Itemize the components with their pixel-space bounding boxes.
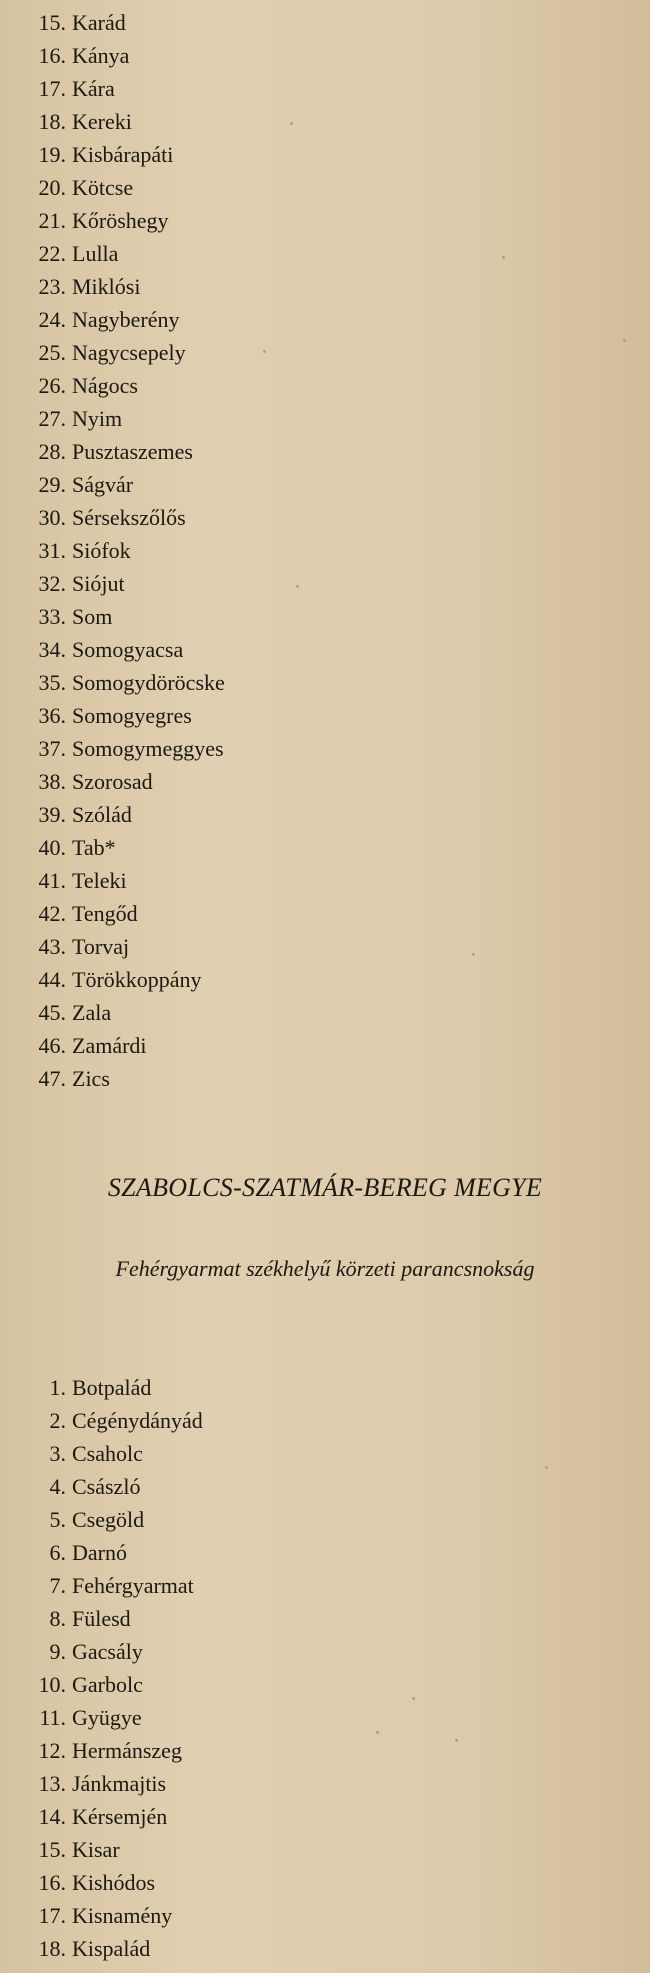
settlement-name: Teleki [72,868,127,893]
settlement-name: Somogydöröcske [72,670,225,695]
list-item [0,1503,650,1536]
item-number: 8. [49,1606,66,1631]
list-item [0,1800,650,1833]
list-item [0,600,650,633]
item-number: 42. [38,901,66,926]
item-number: 16. [38,43,66,68]
paper-speck [545,1466,548,1469]
item-number: 4. [49,1474,66,1499]
item-number: 43. [38,934,66,959]
list-item [0,1371,650,1404]
paper-speck [296,585,299,588]
item-number: 28. [38,439,66,464]
list-item [0,633,650,666]
paper-speck [412,1697,415,1700]
settlement-name: Miklósi [72,274,141,299]
list-item [0,930,650,963]
item-number: 37. [38,736,66,761]
item-number: 19. [38,142,66,167]
settlement-name: Kispalád [72,1936,151,1961]
list-item [0,1470,650,1503]
settlement-name: Kérsemjén [72,1804,168,1829]
item-number: 47. [38,1066,66,1091]
item-number: 44. [38,967,66,992]
settlement-name: Zala [72,1000,112,1025]
settlement-name: Császló [72,1474,141,1499]
settlement-name: Kötcse [72,175,134,200]
settlement-name: Somogyegres [72,703,192,728]
item-number: 36. [38,703,66,728]
settlement-name: Pusztaszemes [72,439,193,464]
item-number: 40. [38,835,66,860]
item-number: 21. [38,208,66,233]
item-number: 29. [38,472,66,497]
list-item [0,1437,650,1470]
settlement-name: Szólád [72,802,132,827]
settlement-name: Csegöld [72,1507,145,1532]
settlement-list-fehergyarmat [0,1371,650,1965]
item-number: 38. [38,769,66,794]
settlement-name: Jánkmajtis [72,1771,167,1796]
list-item [0,567,650,600]
item-number: 46. [38,1033,66,1058]
paper-speck [472,953,475,956]
list-item [0,666,650,699]
settlement-name: Darnó [72,1540,127,1565]
settlement-name: Nágocs [72,373,138,398]
list-item [0,765,650,798]
item-number: 34. [38,637,66,662]
item-number: 13. [38,1771,66,1796]
item-number: 24. [38,307,66,332]
list-item [0,1734,650,1767]
list-item [0,303,650,336]
list-item [0,336,650,369]
settlement-name: Fülesd [72,1606,131,1631]
settlement-name: Kisnamény [72,1903,173,1928]
item-number: 14. [38,1804,66,1829]
item-number: 12. [38,1738,66,1763]
item-number: 9. [49,1639,66,1664]
paper-speck [455,1739,458,1742]
item-number: 32. [38,571,66,596]
list-item [0,699,650,732]
list-item [0,171,650,204]
list-item [0,1833,650,1866]
item-number: 30. [38,505,66,530]
list-item [0,369,650,402]
settlement-name: Törökkoppány [72,967,202,992]
settlement-name: Garbolc [72,1672,143,1697]
list-item [0,1668,650,1701]
item-number: 25. [38,340,66,365]
list-item [0,1866,650,1899]
settlement-name: Tab* [72,835,116,860]
settlement-name: Kisar [72,1837,120,1862]
settlement-name: Kisbárapáti [72,142,174,167]
county-heading: SZABOLCS-SZATMÁR-BEREG MEGYE [107,1173,543,1202]
list-item [0,1932,650,1965]
item-number: 6. [49,1540,66,1565]
item-number: 2. [49,1408,66,1433]
list-item [0,831,650,864]
item-number: 17. [38,1903,66,1928]
settlement-name: Nyim [72,406,123,431]
settlement-name: Siójut [72,571,125,596]
settlement-name: Kereki [72,109,132,134]
settlement-name: Torvaj [72,934,130,959]
settlement-name: Sérsekszőlős [72,505,186,530]
item-number: 16. [38,1870,66,1895]
list-item [0,1635,650,1668]
settlement-name: Zics [72,1066,110,1091]
settlement-name: Somogymeggyes [72,736,224,761]
paper-speck [263,350,266,353]
item-number: 18. [38,109,66,134]
list-item [0,204,650,237]
list-item [0,1569,650,1602]
item-number: 33. [38,604,66,629]
item-number: 15. [38,10,66,35]
list-item [0,435,650,468]
item-number: 23. [38,274,66,299]
list-item [0,1029,650,1062]
settlement-name: Kánya [72,43,130,68]
paper-speck [502,256,505,259]
settlement-name: Kőröshegy [72,208,169,233]
list-item [0,798,650,831]
item-number: 27. [38,406,66,431]
settlement-name: Cégénydányád [72,1408,203,1433]
settlement-name: Karád [72,10,126,35]
settlement-name: Lulla [72,241,119,266]
item-number: 7. [49,1573,66,1598]
item-number: 1. [49,1375,66,1400]
settlement-name: Ságvár [72,472,134,497]
list-item [0,1899,650,1932]
item-number: 26. [38,373,66,398]
settlement-name: Nagycsepely [72,340,186,365]
item-number: 10. [38,1672,66,1697]
list-item [0,534,650,567]
item-number: 15. [38,1837,66,1862]
item-number: 22. [38,241,66,266]
settlement-name: Siófok [72,538,131,563]
list-item [0,732,650,765]
list-item [0,72,650,105]
list-item [0,1602,650,1635]
settlement-name: Som [72,604,113,629]
item-number: 41. [38,868,66,893]
settlement-name: Kára [72,76,115,101]
list-item [0,39,650,72]
district-heading: Fehérgyarmat székhelyű körzeti parancsnokság [115,1256,535,1281]
list-item [0,897,650,930]
item-number: 17. [38,76,66,101]
settlement-name: Szorosad [72,769,153,794]
list-item [0,402,650,435]
settlement-name: Kishódos [72,1870,156,1895]
list-item [0,1536,650,1569]
settlement-list-somogy [0,6,650,1095]
settlement-name: Fehérgyarmat [72,1573,194,1598]
settlement-name: Gyügye [72,1705,142,1730]
paper-speck [376,1731,379,1734]
settlement-name: Botpalád [72,1375,152,1400]
settlement-name: Zamárdi [72,1033,147,1058]
settlement-name: Hermánszeg [72,1738,182,1763]
list-item [0,1404,650,1437]
item-number: 3. [49,1441,66,1466]
paper-speck [623,339,626,342]
list-item [0,1062,650,1095]
settlement-name: Tengőd [72,901,138,926]
settlement-name: Nagyberény [72,307,180,332]
paper-speck [290,122,293,125]
item-number: 39. [38,802,66,827]
list-item [0,6,650,39]
item-number: 11. [39,1705,66,1730]
list-item [0,996,650,1029]
item-number: 20. [38,175,66,200]
list-item [0,105,650,138]
settlement-name: Gacsály [72,1639,143,1664]
settlement-name: Csaholc [72,1441,143,1466]
item-number: 35. [38,670,66,695]
item-number: 31. [38,538,66,563]
list-item [0,1767,650,1800]
list-item [0,138,650,171]
item-number: 45. [38,1000,66,1025]
list-item [0,270,650,303]
list-item [0,237,650,270]
list-item [0,864,650,897]
list-item [0,501,650,534]
list-item [0,963,650,996]
list-item [0,468,650,501]
list-item [0,1701,650,1734]
item-number: 18. [38,1936,66,1961]
item-number: 5. [49,1507,66,1532]
settlement-name: Somogyacsa [72,637,184,662]
